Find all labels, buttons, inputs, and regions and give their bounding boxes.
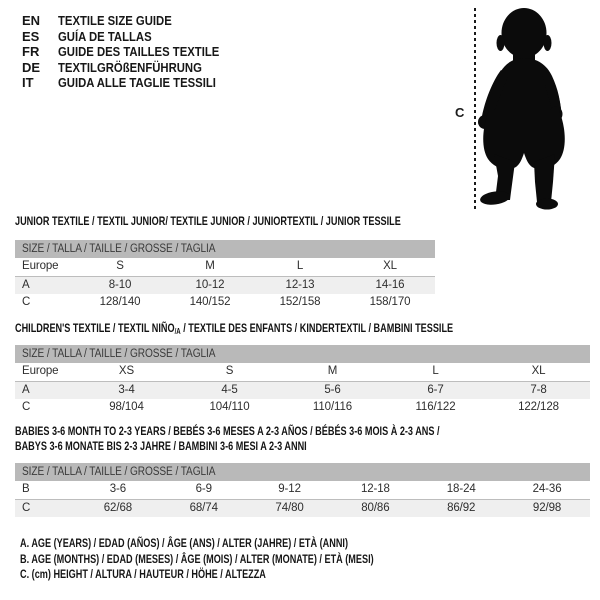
age-cell: 12-18 [360,483,390,495]
height-measure-label: C [455,105,465,120]
table-row-height-cm [15,294,435,312]
age-cell: 18-24 [446,483,476,495]
age-cell: 12-13 [285,278,315,291]
footnote-c: C. (cm) HEIGHT / ALTURA / HAUTEUR / HÖHE / ALTEZZA [20,567,266,581]
language-title: GUIDE DES TAILLES TEXTILE [58,44,220,59]
language-row-en [22,13,243,29]
language-title: TEXTILGRÖßENFÜHRUNG [58,59,202,75]
footnote-b: B. AGE (MONTHS) / EDAD (MESES) / ÂGE (MOIS) / ALTER (MONATE) / ETÀ (MESI) [20,551,374,566]
height-cell: 86/92 [447,501,476,514]
language-code: FR [22,44,40,59]
row-label: C [22,296,31,308]
size-header-bar [15,345,590,363]
age-cell: 24-36 [532,483,562,495]
height-cell: 68/74 [189,501,218,514]
language-row-es [22,29,243,45]
age-cell: 9-12 [278,483,301,495]
height-cell: 158/170 [369,296,411,308]
table-row-height-cm [15,500,590,518]
height-cell: 128/140 [99,296,141,308]
size-cell: M [327,365,338,377]
language-code: IT [22,75,34,90]
size-cell: XS [118,365,135,377]
children-table-title: CHILDREN'S TEXTILE / TEXTIL NIÑO/A / TEXTILE DES ENFANTS / KINDERTEXTIL / BAMBINI TESSILE [15,321,454,336]
size-cell: S [225,365,234,377]
language-title: GUIDA ALLE TAGLIE TESSILI [58,75,216,90]
age-cell: 6-9 [195,483,212,495]
size-header-label: SIZE / TALLA / TAILLE / GRÖSSE / TAGLIA [22,243,216,255]
height-cell: 74/80 [275,501,304,514]
height-cell: 92/98 [532,501,562,514]
table-row-age-years [15,277,435,295]
nino-a-subscript: /A [174,327,181,336]
age-cell: 8-10 [108,278,132,291]
age-cell: 3-6 [109,483,127,495]
size-cell: XL [383,260,397,272]
size-cell: M [205,260,215,272]
children-size-table [15,345,590,417]
language-code: EN [22,13,41,28]
age-cell: 4-5 [221,383,238,396]
babies-title-line2: BABYS 3-6 MONATE BIS 2-3 JAHRE / BAMBINI 3-6 MESI A 2-3 ANNI [15,439,307,453]
height-cell: 116/122 [415,401,456,413]
size-header-label: SIZE / TALLA / TAILLE / GRÖSSE / TAGLIA [22,348,216,360]
size-header-bar [15,463,590,481]
language-row-fr [22,44,243,60]
language-row-it [22,75,243,91]
row-label: C [22,501,31,514]
legend-footnotes [20,536,485,583]
size-cell: S [116,260,124,272]
height-cell: 62/68 [103,501,133,514]
height-cell: 98/104 [109,401,144,413]
language-title: TEXTILE SIZE GUIDE [58,13,172,28]
age-cell: 6-7 [427,383,444,396]
size-header-bar [15,240,435,258]
height-cell: 110/116 [312,401,353,413]
language-code: ES [22,28,40,44]
table-row-europe [15,258,435,277]
height-cell: 152/158 [279,296,321,308]
babies-title-line1: BABIES 3-6 MONTH TO 2-3 YEARS / BEBÉS 3-6 MESES A 2-3 AÑOS / BÉBÉS 3-6 MOIS À 2-3 ANS / [15,424,440,438]
table-row-age-months [15,481,590,500]
junior-table-title: JUNIOR TEXTILE / TEXTIL JUNIOR/ TEXTILE JUNIOR / JUNIORTEXTIL / JUNIOR TESSILE [15,214,401,228]
age-cell: 3-4 [118,383,135,396]
footnote-a: A. AGE (YEARS) / EDAD (AÑOS) / ÂGE (ANS) / ALTER (JAHRE) / ETÀ (ANNI) [20,536,348,550]
age-cell: 10-12 [195,278,225,291]
row-label: B [22,483,30,495]
size-cell: XL [531,365,546,377]
babies-table-title [15,424,574,454]
babies-size-table [15,463,590,517]
language-code: DE [22,59,41,75]
language-title-list [22,13,243,91]
row-label: A [22,383,30,396]
row-label: A [22,278,30,291]
height-dashed-line [474,8,476,210]
size-header-label: SIZE / TALLA / TAILLE / GRÖSSE / TAGLIA [22,466,216,478]
age-cell: 14-16 [375,278,405,291]
age-cell: 7-8 [530,383,547,396]
baby-silhouette-icon [477,6,579,212]
height-cell: 140/152 [189,296,231,308]
height-cell: 80/86 [361,501,390,514]
language-row-de [22,60,243,76]
table-row-age-years [15,382,590,400]
language-title: GUÍA DE TALLAS [58,28,152,44]
height-cell: 104/110 [209,401,250,413]
age-cell: 5-6 [324,383,341,396]
size-cell: L [432,365,439,377]
row-label: C [22,401,31,413]
row-label: Europe [22,365,59,377]
table-row-europe [15,363,590,382]
size-cell: L [296,260,304,272]
height-cell: 122/128 [518,401,559,413]
junior-size-table [15,240,435,312]
row-label: Europe [22,260,59,272]
table-row-height-cm [15,399,590,417]
